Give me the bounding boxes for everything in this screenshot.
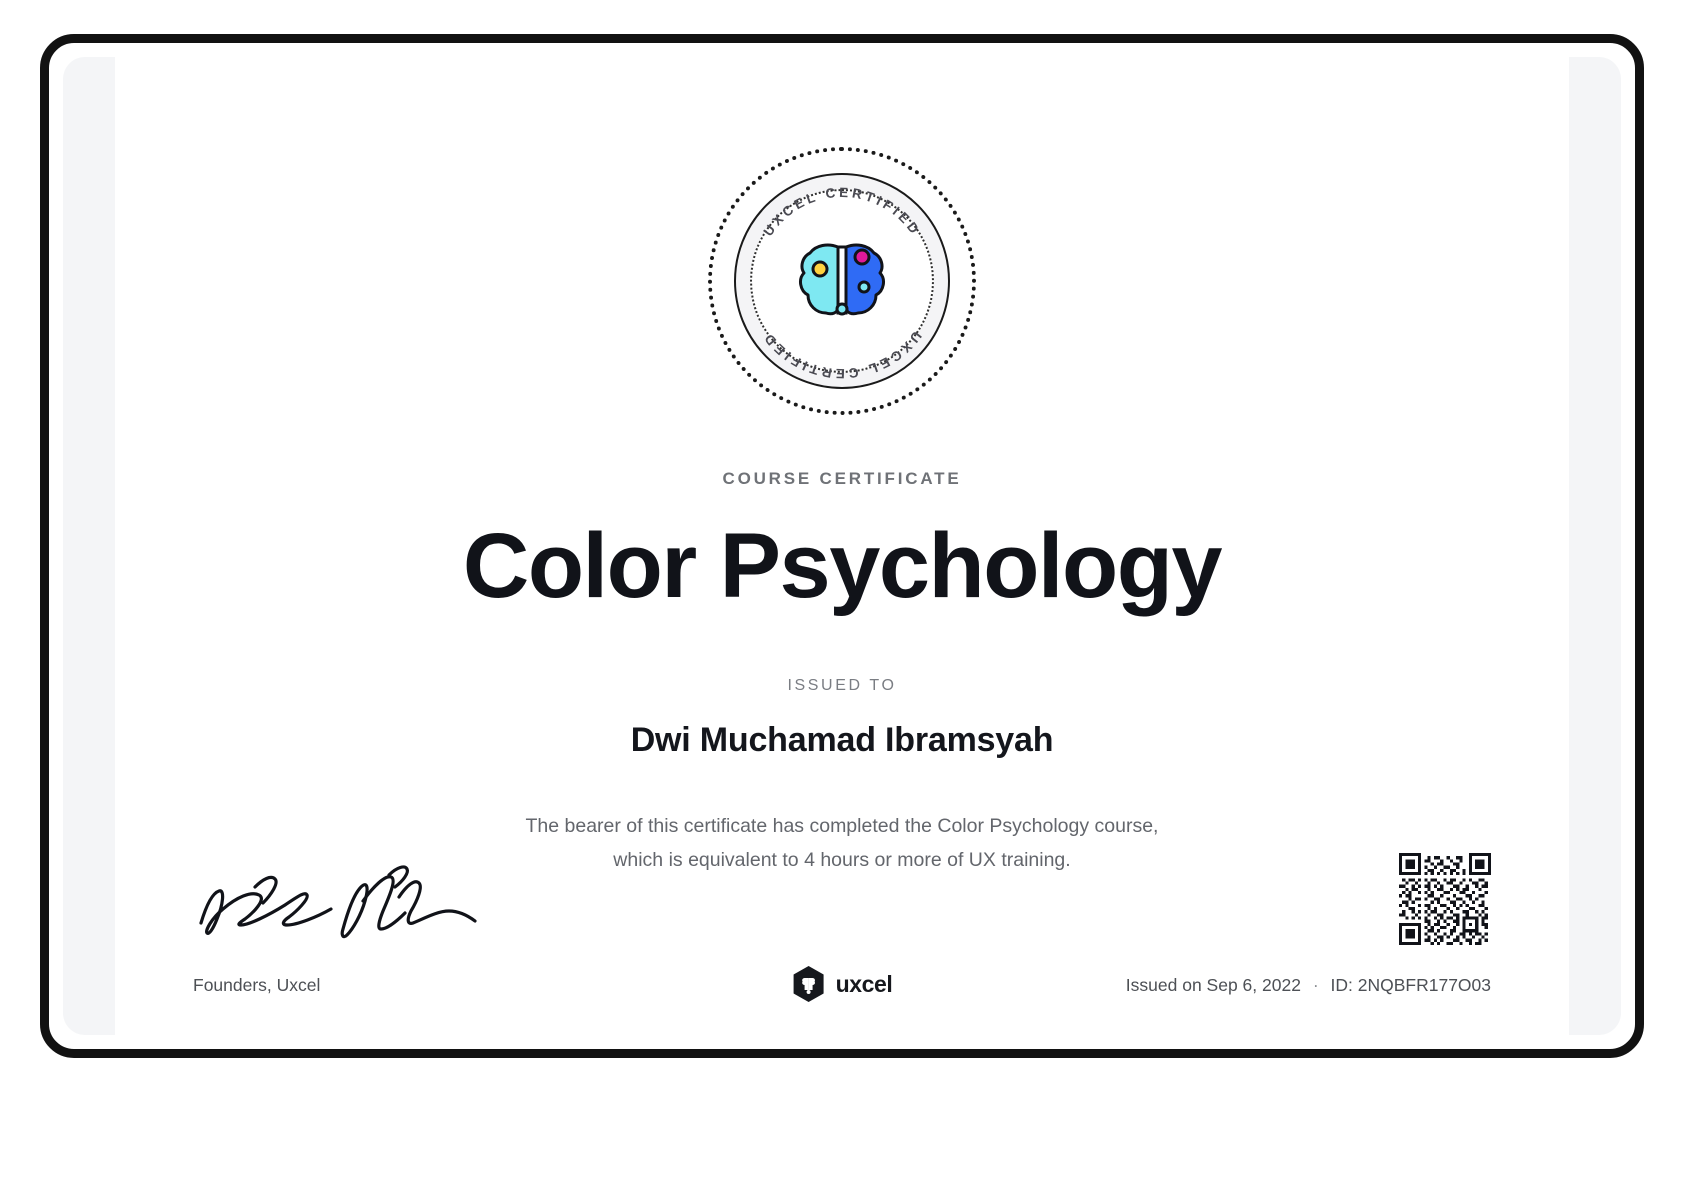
certificate-kicker: COURSE CERTIFICATE [722,469,962,488]
founders-signature [193,857,483,967]
issue-details [1126,975,1491,996]
description-line-2: which is equivalent to 4 hours or more of UX training. [613,849,1071,872]
credential-id: ID: 2NQBFR177O03 [1330,975,1491,995]
brand-logo [792,965,893,1003]
certification-seal [708,147,976,415]
description-line-1: The bearer of this certificate has completed the Color Psychology course, [525,815,1159,837]
signature-caption: Founders, Uxcel [193,975,321,995]
issued-to-label: ISSUED TO [787,677,897,694]
brain-icon [794,239,890,323]
certificate-paper [115,57,1569,1035]
page-title: Color Psychology [462,515,1222,617]
recipient-name: Dwi Muchamad Ibramsyah [630,721,1054,759]
issued-on-date: Issued on Sep 6, 2022 [1125,975,1301,995]
seal-ring-text-top: UXCEL CERTIFIED [760,184,924,239]
footer-separator: · [1312,975,1319,995]
hexagon-brain-logo-icon [792,965,826,1003]
qr-code[interactable] [1399,853,1491,945]
brand-wordmark: uxcel [835,970,893,997]
certificate-frame [40,34,1644,1058]
certificate-mat [63,57,1621,1035]
seal-ring-text-bottom: UXCEL CERTIFIED [759,328,925,382]
